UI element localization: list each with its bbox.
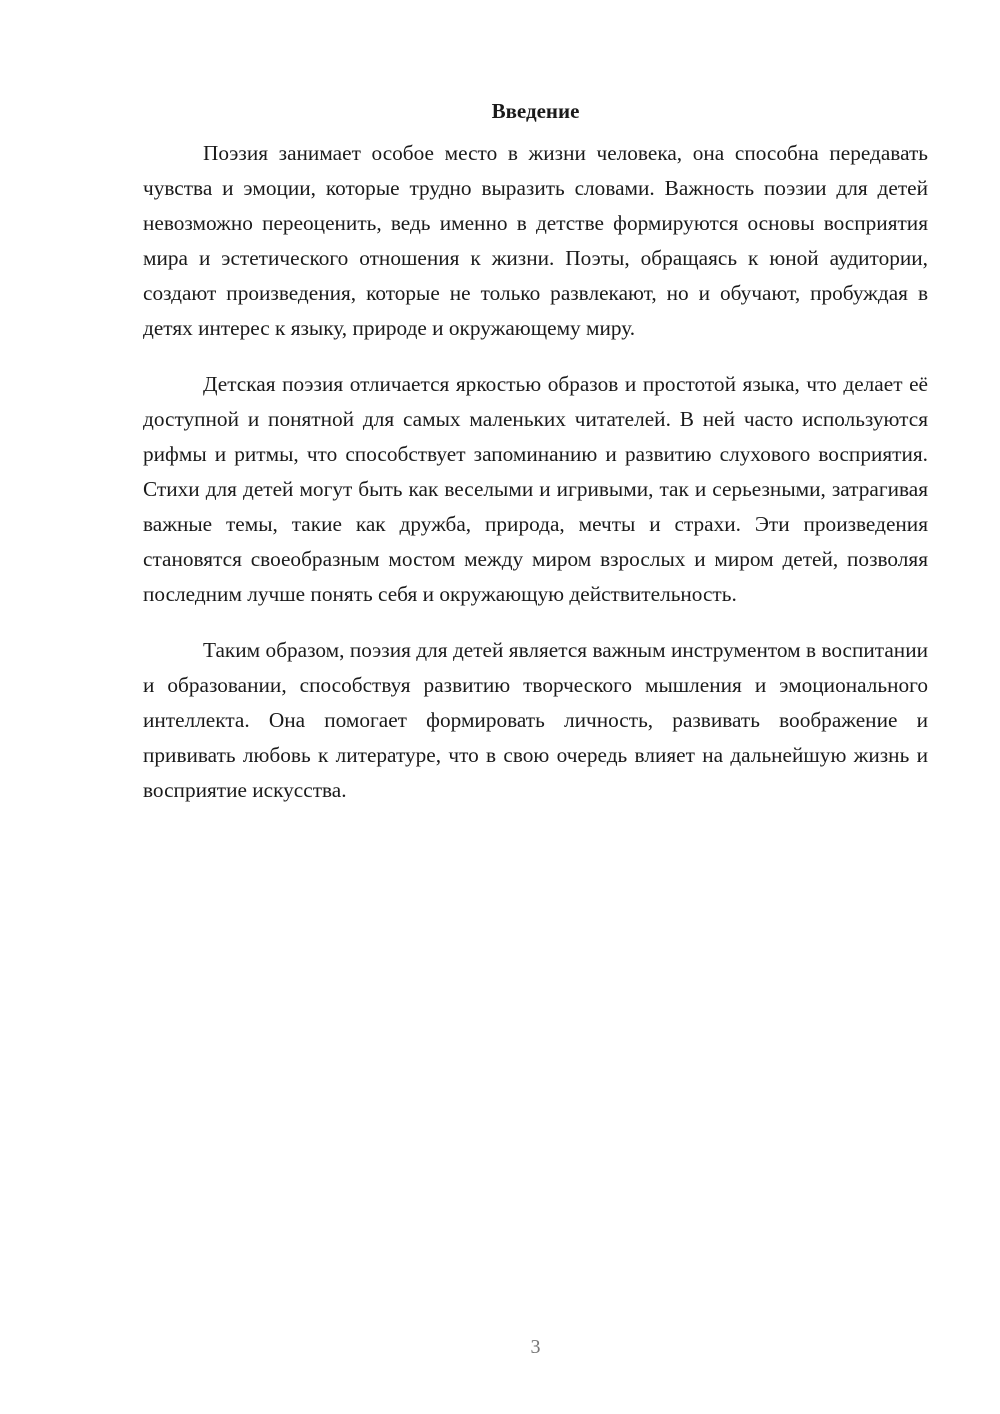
section-heading: Введение: [491, 99, 580, 123]
paragraph-3: Таким образом, поэзия для детей является важным инструментом в воспитании и образовании, способствуя развитию творческого мышления и эмоционального интеллекта. Она помогает формировать личность, развивать воображение и прививать любовь к литературе, что в свою очередь влияет на дальнейшую жизнь и восприятие искусства.: [143, 638, 928, 802]
paragraph-1: Поэзия занимает особое место в жизни человека, она способна передавать чувства и эмоции, которые трудно выразить словами. Важность поэзии для детей невозможно переоценить, ведь именно в детстве формируются основы восприятия мира и эстетического отношения к жизни. Поэты, обращаясь к юной аудитории, создают произведения, которые не только развлекают, но и обучают, пробуждая в детях интерес к языку, природе и окружающему миру.: [143, 141, 928, 340]
document-page: [143, 96, 928, 829]
page-number: 3: [530, 1336, 541, 1358]
paragraph-2: Детская поэзия отличается яркостью образов и простотой языка, что делает её доступной и понятной для самых маленьких читателей. В ней часто используются рифмы и ритмы, что способствует запоминанию и развитию слухового восприятия. Стихи для детей могут быть как веселыми и игривыми, так и серьезными, затрагивая важные темы, такие как дружба, природа, мечты и страхи. Эти произведения становятся своеобразным мостом между миром взрослых и миром детей, позволяя последним лучше понять себя и окружающую действительность.: [143, 372, 928, 606]
